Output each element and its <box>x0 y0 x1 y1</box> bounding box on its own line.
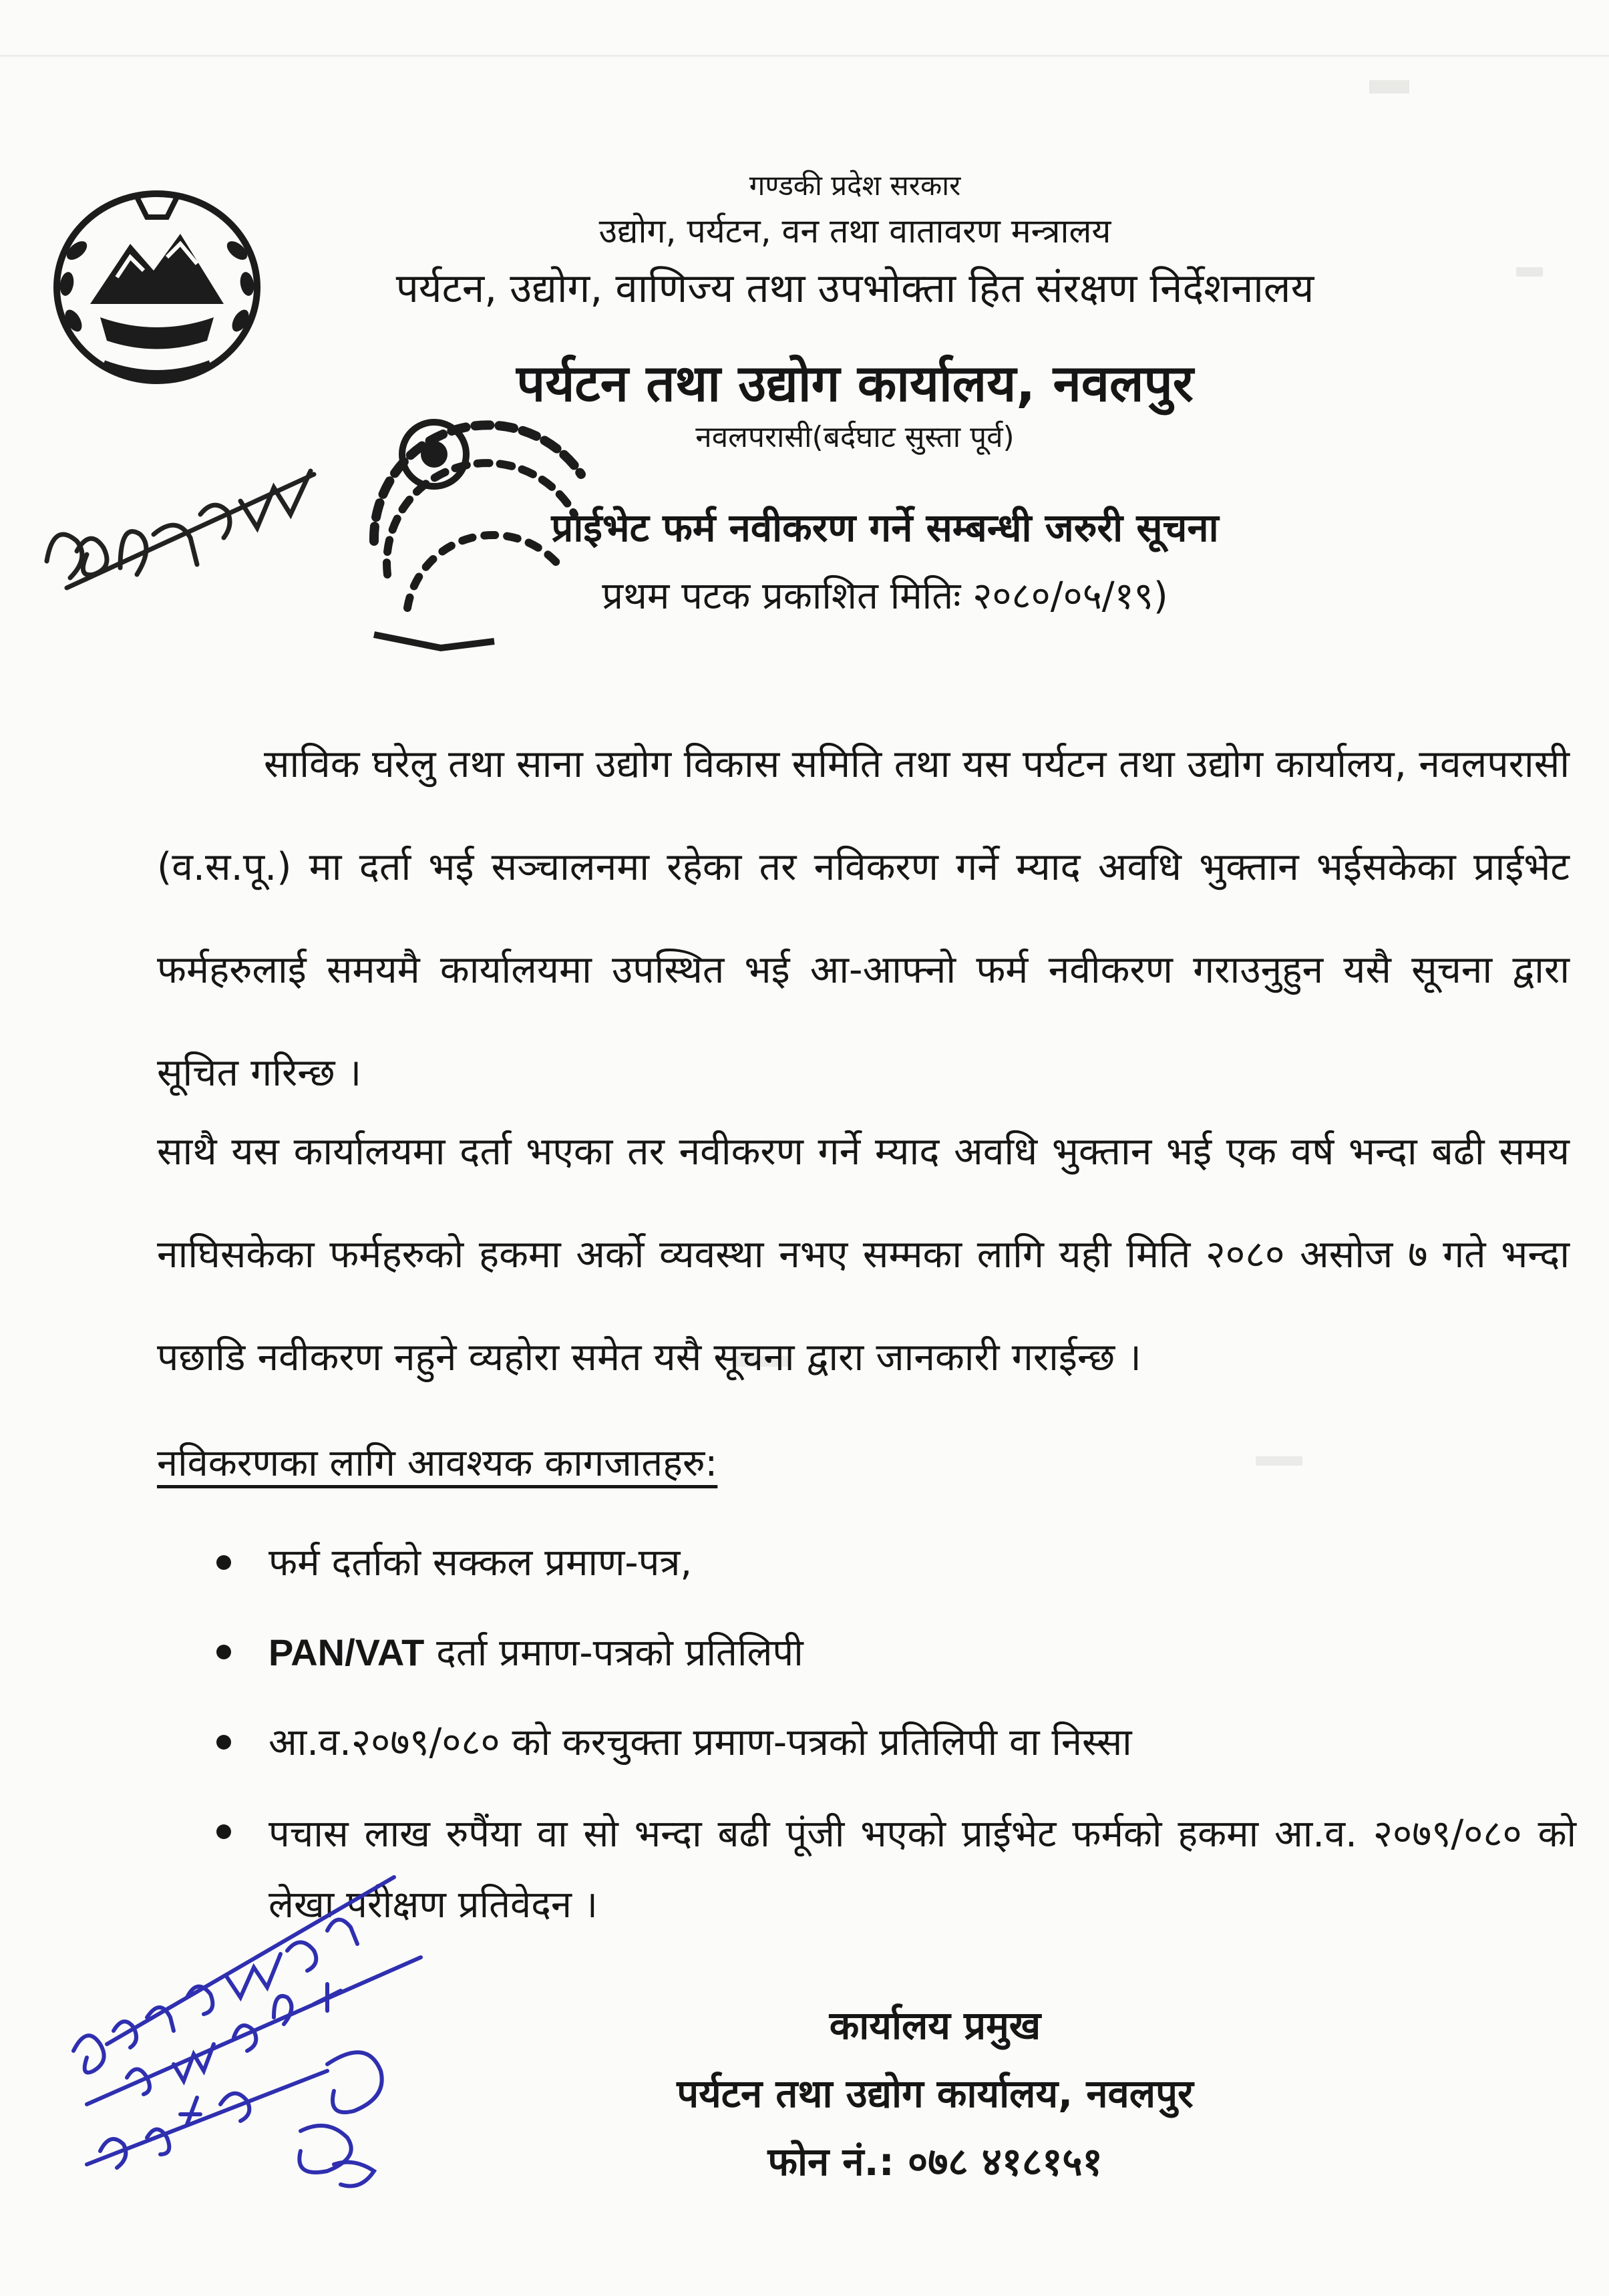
office-address: नवलपरासी(बर्दघाट सुस्ता पूर्व) <box>695 420 1015 454</box>
office-name: पर्यटन तथा उद्योग कार्यालय, नवलपुर <box>516 353 1194 413</box>
signatory-title: कार्यालय प्रमुख <box>829 2003 1041 2048</box>
list-item-text: दर्ता प्रमाण-पत्रको प्रतिलिपी <box>424 1631 803 1675</box>
list-item <box>207 1709 1576 1776</box>
notice-title: प्राईभेट फर्म नवीकरण गर्ने सम्बन्धी जरुरी सूचना <box>551 505 1219 550</box>
required-documents-heading: नविकरणका लागि आवश्यक कागजातहरु: <box>157 1442 718 1485</box>
pan-vat-label: PAN/VAT <box>269 1631 425 1673</box>
bullet-icon <box>216 1824 231 1839</box>
scan-speck <box>1516 267 1543 277</box>
nepal-emblem-icon <box>37 170 277 397</box>
bullet-icon <box>216 1645 231 1659</box>
directorate-name: पर्यटन, उद्योग, वाणिज्य तथा उपभोक्ता हित संरक्षण निर्देशनालय <box>395 265 1314 312</box>
scan-speck <box>1256 1456 1302 1466</box>
list-item-text: पचास लाख रुपैंया वा सो भन्दा बढी पूंजी भएको प्राईभेट फर्मको हकमा आ.व. २०७९/०८० को लेखा परीक्षण प्रतिवेदन । <box>269 1812 1576 1927</box>
list-item <box>207 1530 1576 1597</box>
notice-publication-date: प्रथम पटक प्रकाशित मितिः २०८०/०५/१९) <box>602 575 1168 618</box>
notice-paragraph-1: साविक घरेलु तथा साना उद्योग विकास समिति तथा यस पर्यटन तथा उद्योग कार्यालय, नवलपरासी (व.स.पू.) मा दर्ता भई सञ्चालनमा रहेका तर नविकरण गर्ने म्याद अवधि भुक्तान भईसकेका प्राईभेट फर्महरुलाई समयमै कार्यालयमा उपस्थित भई आ-आफ्नो फर्म नवीकरण गराउनुहुन यसै सूचना द्वारा सूचित गरिन्छ । <box>157 742 1570 1095</box>
ministry-name: उद्योग, पर्यटन, वन तथा वातावरण मन्त्रालय <box>598 212 1111 251</box>
scan-speck <box>1369 80 1409 94</box>
office-phone-number: फोन नं.: ०७८ ४१८१५१ <box>767 2139 1103 2184</box>
province-government-label: गण्डकी प्रदेश सरकार <box>749 169 961 202</box>
notice-paragraph-2: साथै यस कार्यालयमा दर्ता भएका तर नवीकरण गर्ने म्याद अवधि भुक्तान भई एक वर्ष भन्दा बढी समय नाघिसकेका फर्महरुको हकमा अर्को व्यवस्था नभए सम्मका लागि यही मिति २०८० असोज ७ गते भन्दा पछाडि नवीकरण नहुने व्यहोरा समेत यसै सूचना द्वारा जानकारी गराईन्छ । <box>157 1130 1570 1379</box>
handwritten-instruction-bottom-left <box>47 1850 461 2225</box>
scan-edge-line <box>0 55 1609 57</box>
bullet-icon <box>216 1735 231 1750</box>
list-item <box>207 1619 1576 1687</box>
list-item-text: फर्म दर्ताको सक्कल प्रमाण-पत्र, <box>269 1541 693 1585</box>
signatory-office: पर्यटन तथा उद्योग कार्यालय, नवलपुर <box>677 2071 1194 2116</box>
list-item-text: आ.व.२०७९/०८० को करचुक्ता प्रमाण-पत्रको प्रतिलिपी वा निस्सा <box>269 1721 1132 1764</box>
bullet-icon <box>216 1555 231 1570</box>
